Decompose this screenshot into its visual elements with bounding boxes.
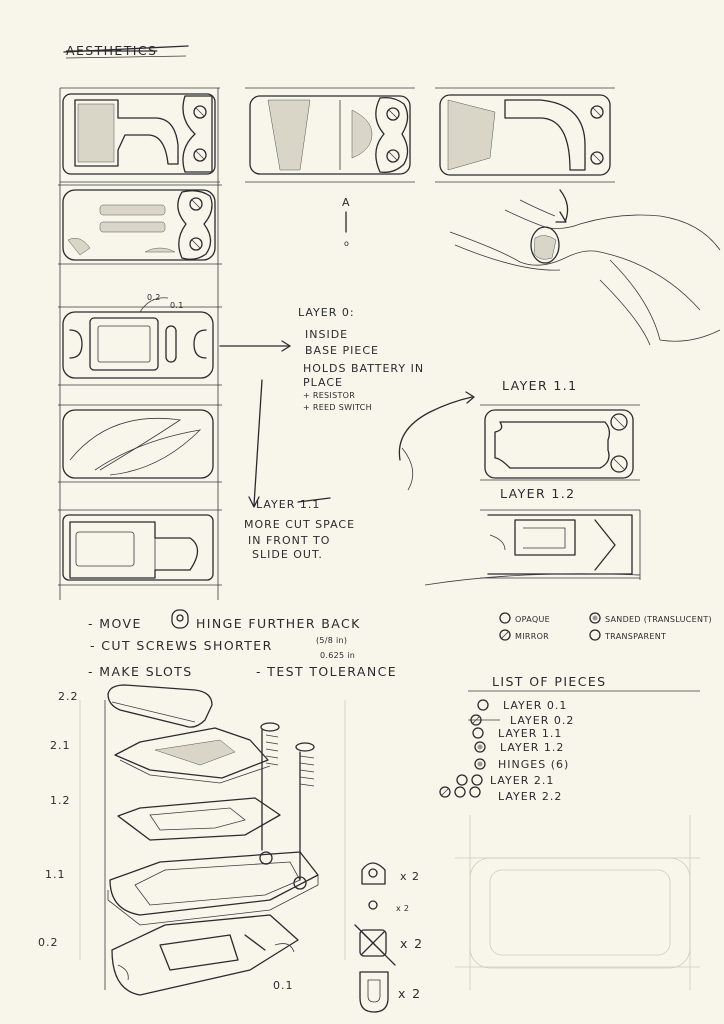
count-plate: x 2 xyxy=(400,936,424,951)
svg-text:LAYER 2.2: LAYER 2.2 xyxy=(498,790,563,803)
layer-slide-note xyxy=(244,498,355,561)
svg-text:LAYER 0:: LAYER 0: xyxy=(298,306,355,319)
svg-text:0.1: 0.1 xyxy=(273,979,294,992)
svg-text:LAYER 1.2: LAYER 1.2 xyxy=(500,741,565,754)
svg-text:0.625 in: 0.625 in xyxy=(320,651,356,660)
count-washer: x 2 xyxy=(396,904,410,913)
svg-text:MORE CUT SPACE: MORE CUT SPACE xyxy=(244,518,356,531)
legend-opaque: OPAQUE xyxy=(515,615,550,624)
piece-list xyxy=(440,674,700,803)
svg-text:1.2: 1.2 xyxy=(50,794,71,807)
svg-text:- TEST TOLERANCE: - TEST TOLERANCE xyxy=(256,664,398,679)
material-legend xyxy=(500,613,712,641)
legend-mirror: MIRROR xyxy=(515,632,550,641)
arrow-label: A xyxy=(342,196,351,209)
svg-text:LAYER 0.2: LAYER 0.2 xyxy=(510,714,575,727)
page-title: AESTHETICS xyxy=(66,43,158,58)
count-clip: x 2 xyxy=(398,986,422,1001)
svg-text:INSIDE: INSIDE xyxy=(305,328,349,341)
svg-text:0.2: 0.2 xyxy=(38,936,59,949)
legend-sanded: SANDED (TRANSLUCENT) xyxy=(605,615,712,624)
svg-text:LAYER 2.1: LAYER 2.1 xyxy=(490,774,555,787)
svg-text:- MAKE SLOTS: - MAKE SLOTS xyxy=(88,664,193,679)
svg-text:IN FRONT TO: IN FRONT TO xyxy=(248,534,331,547)
svg-text:HOLDS BATTERY IN: HOLDS BATTERY IN xyxy=(303,362,425,375)
svg-text:HINGE FURTHER BACK: HINGE FURTHER BACK xyxy=(196,616,361,631)
hand-sketch xyxy=(450,190,720,345)
sketch-top-3 xyxy=(435,88,615,182)
sketch-top-1 xyxy=(60,88,220,182)
svg-text:SLIDE OUT.: SLIDE OUT. xyxy=(252,548,323,561)
svg-text:LAYER 1.1: LAYER 1.1 xyxy=(498,727,563,740)
svg-text:LAYER 1.1: LAYER 1.1 xyxy=(256,498,321,511)
sketch-layer-slide xyxy=(58,510,222,585)
svg-text:PLACE: PLACE xyxy=(303,376,343,389)
legend-transparent: TRANSPARENT xyxy=(605,632,667,641)
sketch-layer-1-1 xyxy=(480,405,640,480)
svg-text:BASE PIECE: BASE PIECE xyxy=(305,344,379,357)
small-parts xyxy=(355,863,424,1012)
piece-list-title: LIST OF PIECES xyxy=(492,674,607,689)
svg-text:(5/8 in): (5/8 in) xyxy=(316,636,348,645)
sketch-layer-1-2 xyxy=(425,510,640,585)
svg-text:2.2: 2.2 xyxy=(58,690,79,703)
exploded-assembly xyxy=(80,685,345,995)
layer0-note xyxy=(298,306,424,412)
svg-text:+ REED SWITCH: + REED SWITCH xyxy=(303,403,372,412)
todo-list xyxy=(88,610,397,679)
svg-text:LAYER 0.1: LAYER 0.1 xyxy=(503,699,568,712)
dim-label-a: 0.2 xyxy=(147,293,161,302)
layer-1-2-label: LAYER 1.2 xyxy=(500,486,576,501)
bleed-through-marks xyxy=(455,815,700,990)
svg-text:HINGES (6): HINGES (6) xyxy=(498,758,570,771)
svg-text:1.1: 1.1 xyxy=(45,868,66,881)
svg-text:+ RESISTOR: + RESISTOR xyxy=(303,391,356,400)
svg-text:- CUT SCREWS SHORTER: - CUT SCREWS SHORTER xyxy=(90,638,273,653)
svg-text:o: o xyxy=(344,239,350,248)
layer-1-1-label: LAYER 1.1 xyxy=(502,378,578,393)
svg-text:2.1: 2.1 xyxy=(50,739,71,752)
dim-label-b: 0.1 xyxy=(170,301,184,310)
count-hinge: x 2 xyxy=(400,870,421,883)
exploded-view-labels xyxy=(38,690,294,992)
svg-text:- MOVE: - MOVE xyxy=(88,616,142,631)
sketch-top-2 xyxy=(245,88,415,182)
sketch-plain-block xyxy=(58,405,222,482)
